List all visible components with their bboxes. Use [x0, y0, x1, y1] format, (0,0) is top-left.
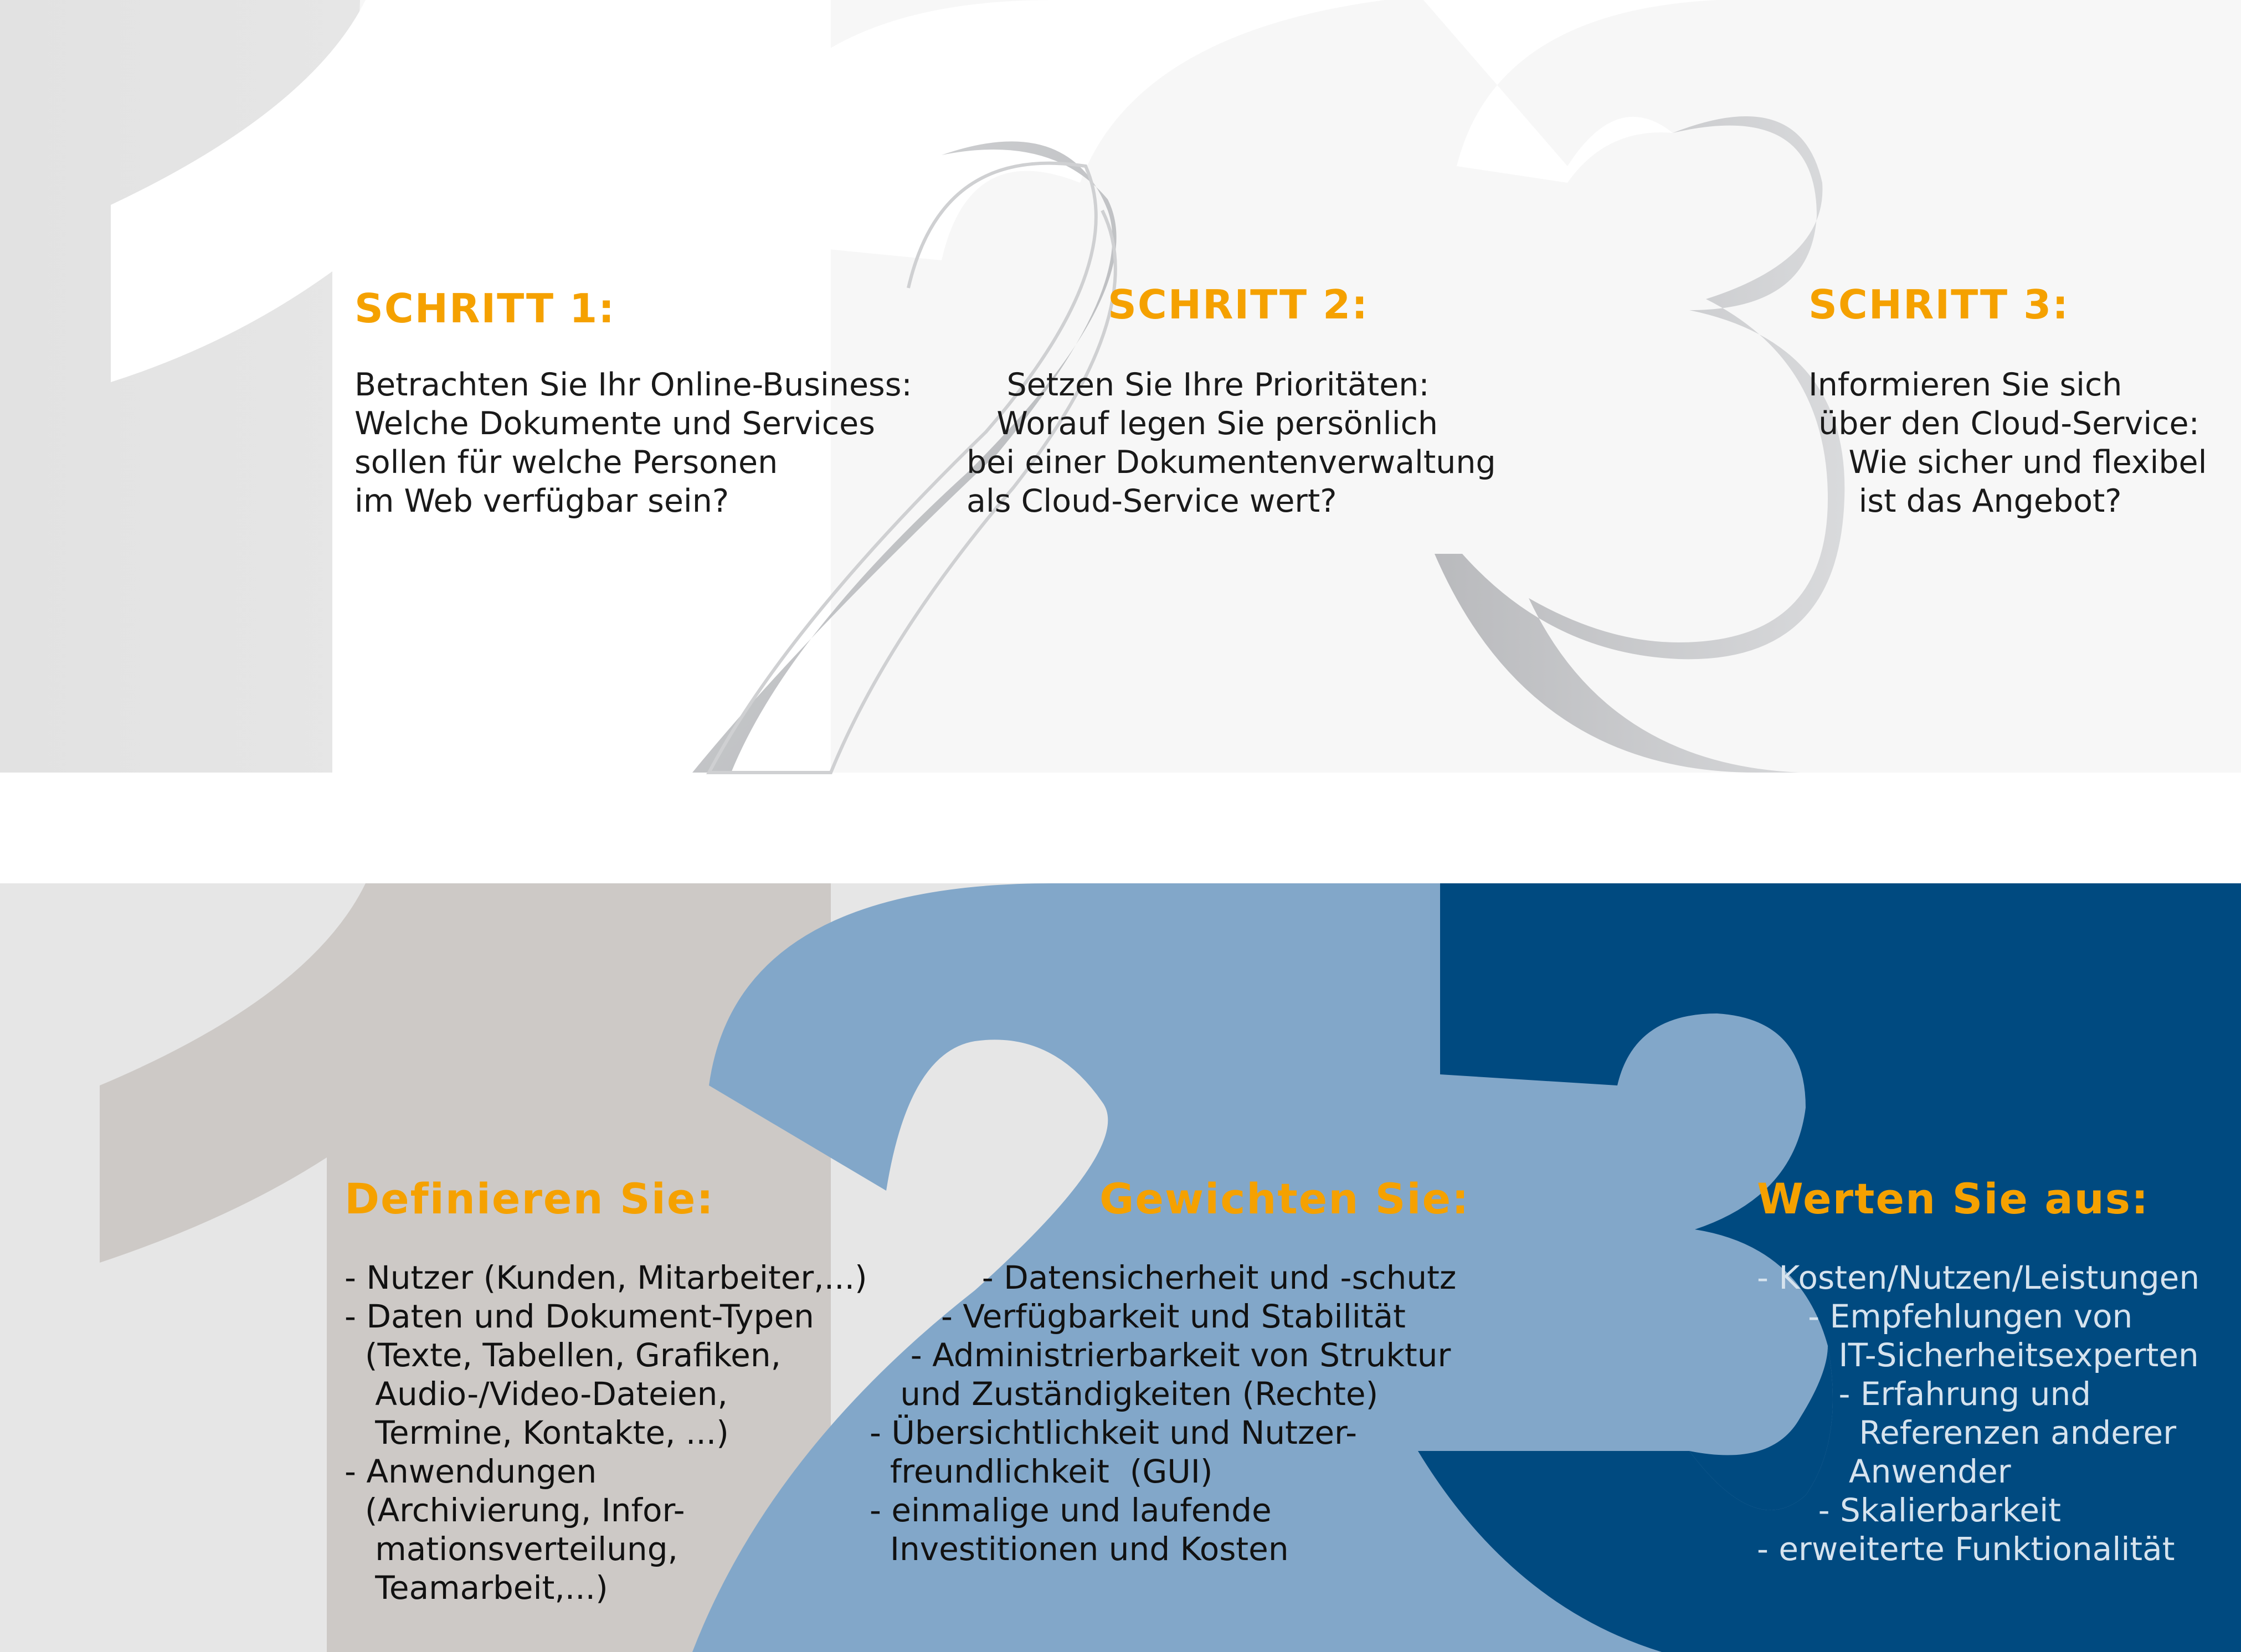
weight-line: freundlichkeit (GUI)	[870, 1453, 1213, 1490]
evaluate-body	[1757, 1258, 2199, 1568]
step3-body	[1808, 366, 2207, 521]
evaluate-line: Anwender	[1757, 1453, 2011, 1490]
weight-line: - einmalige und laufende	[870, 1491, 1272, 1529]
weight-line: - Datensicherheit und -schutz	[870, 1259, 1457, 1296]
step1-line: im Web verfügbar sein?	[354, 483, 729, 519]
step3-line: über den Cloud-Service:	[1808, 405, 2199, 442]
define-line: Teamarbeit,...)	[345, 1569, 608, 1607]
weight-body	[870, 1258, 1456, 1568]
weight-line: Investitionen und Kosten	[870, 1530, 1289, 1568]
evaluate-line: Referenzen anderer	[1757, 1414, 2177, 1452]
define-line: - Daten und Dokument-Typen	[345, 1298, 814, 1335]
define-line: mationsverteilung,	[345, 1530, 678, 1568]
evaluate-line: - Empfehlungen von	[1757, 1298, 2133, 1335]
step3-heading: SCHRITT 3:	[1808, 281, 2070, 328]
step3-line: Informieren Sie sich	[1808, 367, 2122, 403]
step2-line: Worauf legen Sie persönlich	[967, 405, 1438, 442]
evaluate-line: IT-Sicherheitsexperten	[1757, 1336, 2199, 1374]
weight-line: - Administrierbarkeit von Struktur	[870, 1336, 1451, 1374]
weight-heading: Gewichten Sie:	[1099, 1174, 1470, 1223]
step3-line: ist das Angebot?	[1808, 483, 2122, 519]
step2-body	[967, 366, 1496, 521]
step3-line: Wie sicher und flexibel	[1808, 444, 2207, 481]
define-line: (Texte, Tabellen, Grafiken,	[345, 1336, 782, 1374]
evaluate-line: - erweiterte Funktionalität	[1757, 1530, 2175, 1568]
evaluate-heading: Werten Sie aus:	[1757, 1174, 2150, 1223]
step2-heading: SCHRITT 2:	[1108, 281, 1369, 328]
step1-line: sollen für welche Personen	[354, 444, 778, 481]
step2-line: Setzen Sie Ihre Prioritäten:	[967, 367, 1430, 403]
weight-line: - Verfügbarkeit und Stabilität	[870, 1298, 1406, 1335]
evaluate-line: - Kosten/Nutzen/Leistungen	[1757, 1259, 2200, 1296]
define-line: Audio-/Video-Dateien,	[345, 1375, 728, 1413]
weight-line: - Übersichtlichkeit und Nutzer-	[870, 1414, 1358, 1452]
step1-heading: SCHRITT 1:	[354, 285, 616, 332]
step1-line: Welche Dokumente und Services	[354, 405, 875, 442]
define-line: Termine, Kontakte, ...)	[345, 1414, 729, 1452]
weight-line: und Zuständigkeiten (Rechte)	[870, 1375, 1379, 1413]
define-heading: Definieren Sie:	[345, 1174, 715, 1223]
step1-body	[354, 366, 912, 521]
evaluate-line: - Erfahrung und	[1757, 1375, 2091, 1413]
step2-line: bei einer Dokumentenverwaltung	[967, 444, 1496, 481]
step2-line: als Cloud-Service wert?	[967, 483, 1337, 519]
step1-line: Betrachten Sie Ihr Online-Business:	[354, 367, 912, 403]
define-body	[345, 1258, 867, 1607]
define-line: (Archivierung, Infor-	[345, 1491, 685, 1529]
define-line: - Nutzer (Kunden, Mitarbeiter,...)	[345, 1259, 867, 1296]
evaluate-line: - Skalierbarkeit	[1757, 1491, 2061, 1529]
define-line: - Anwendungen	[345, 1453, 597, 1490]
